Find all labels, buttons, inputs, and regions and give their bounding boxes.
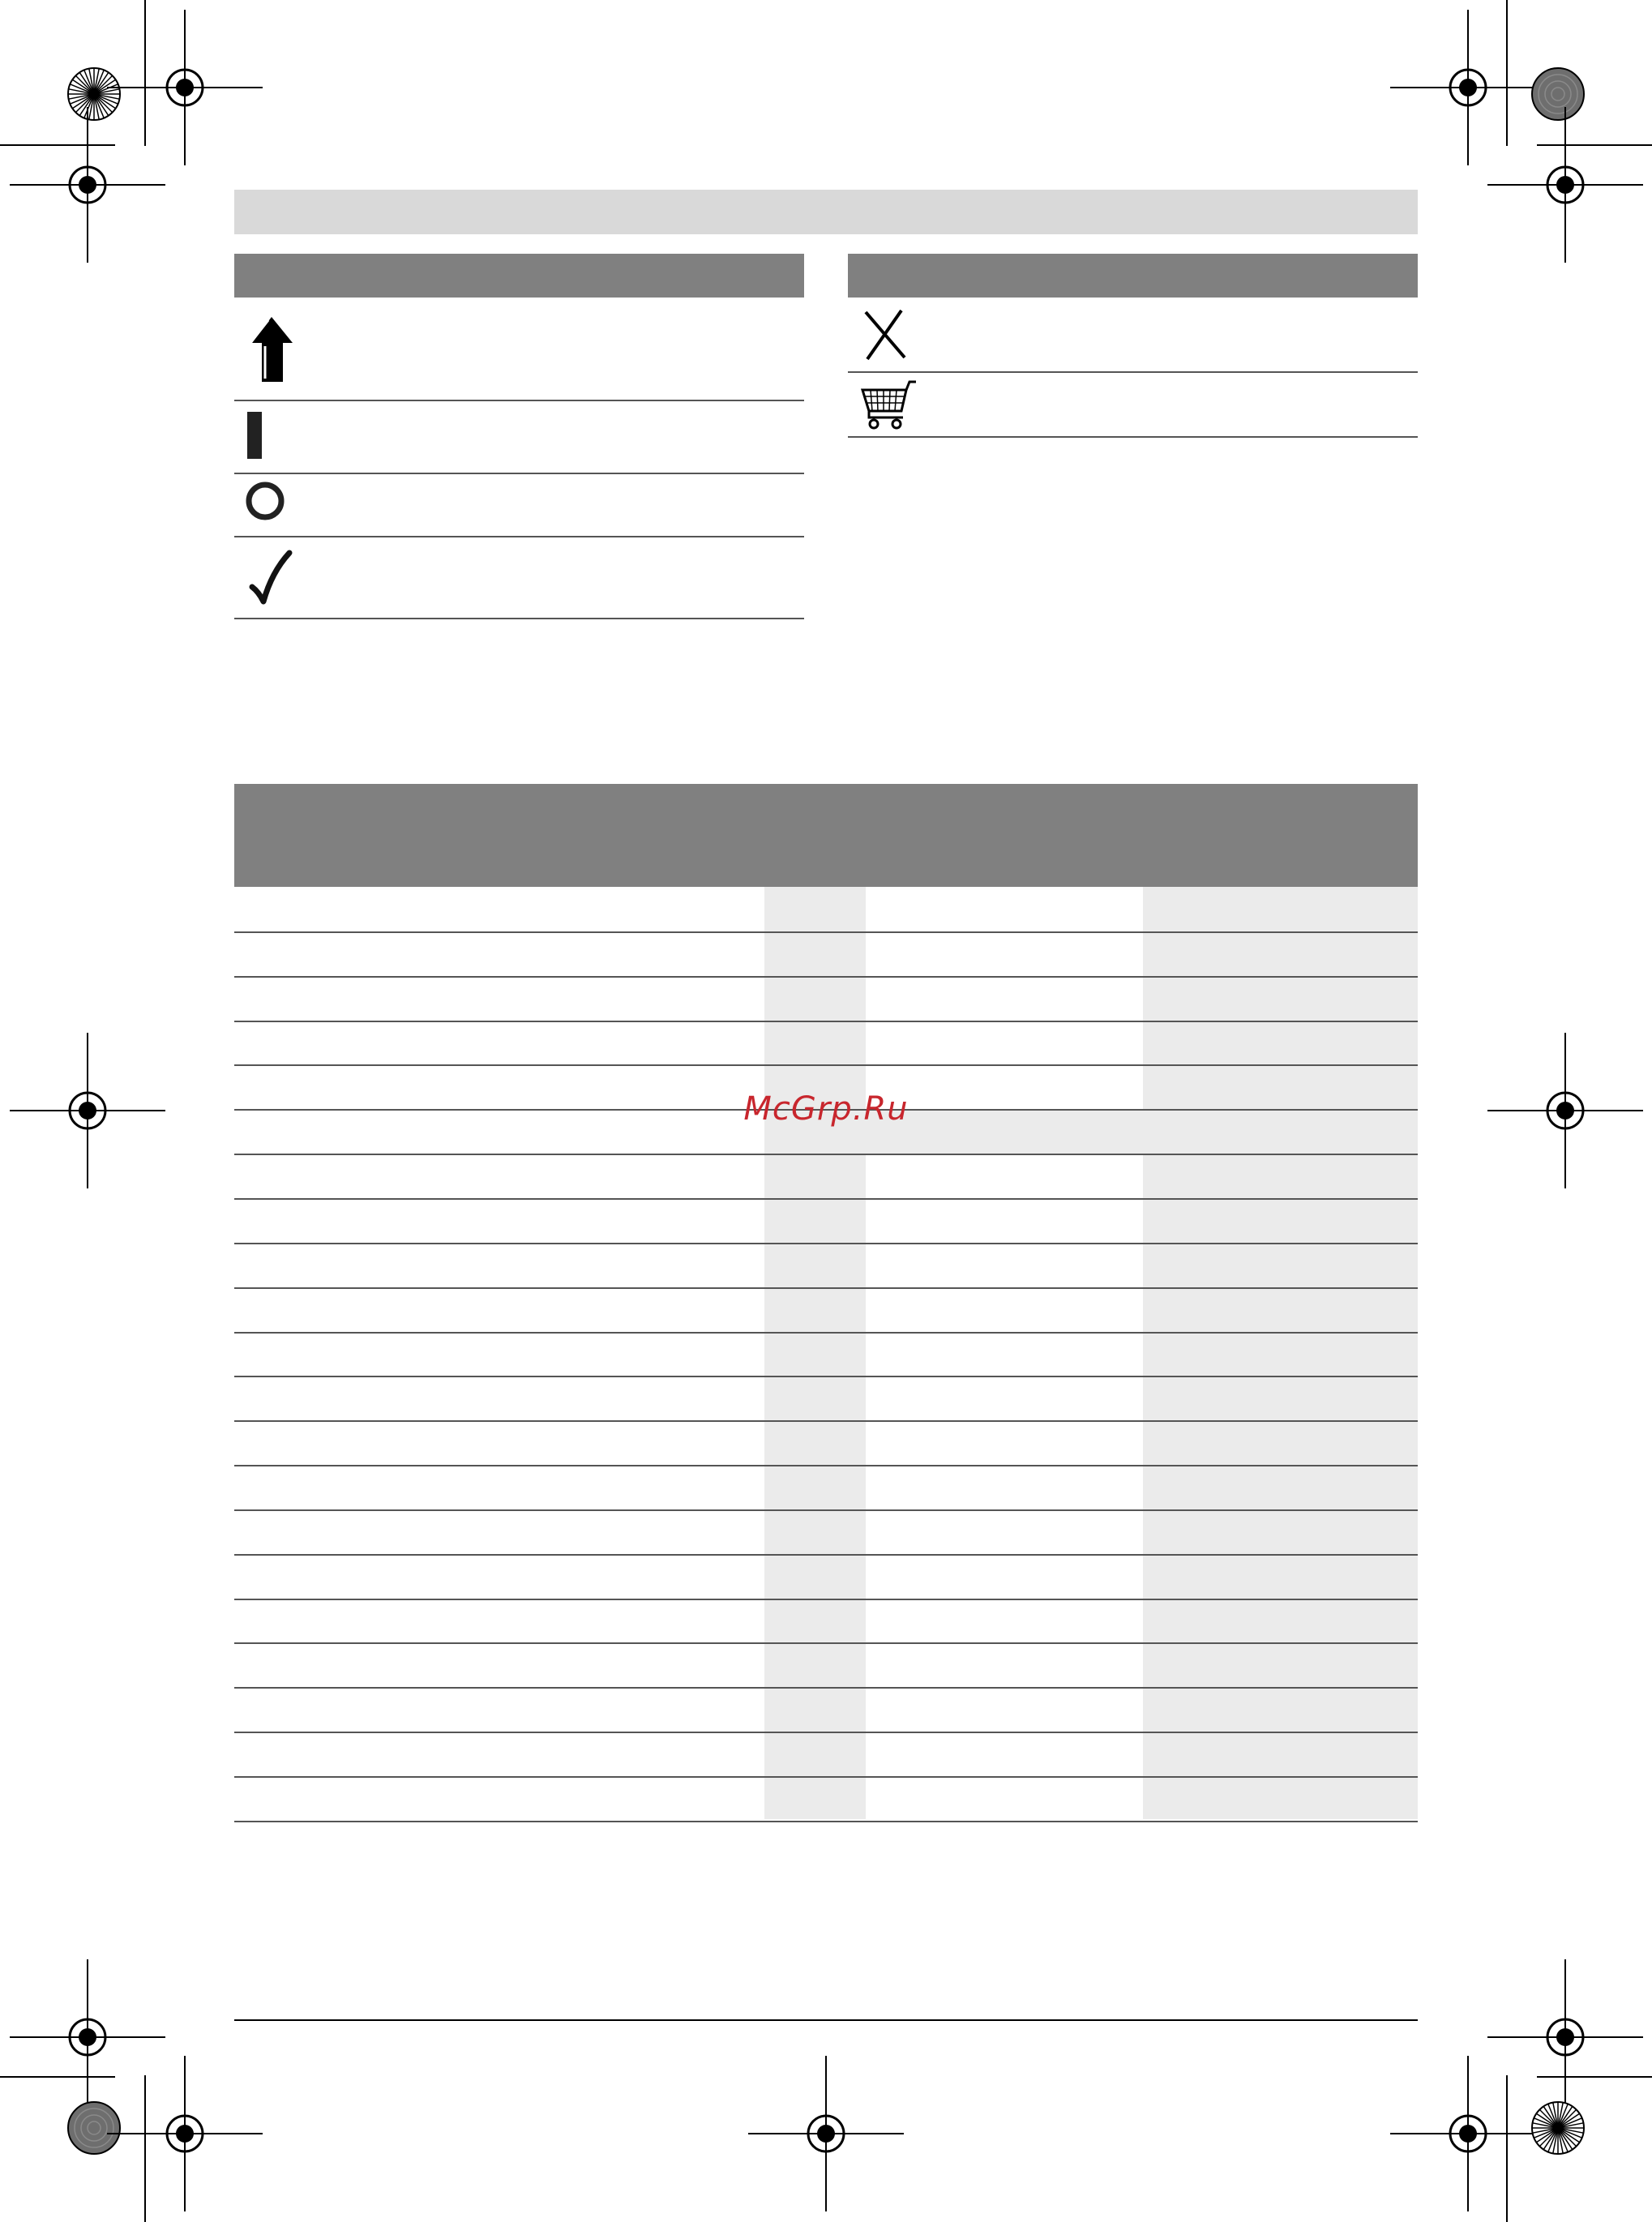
data-table xyxy=(234,887,1418,1821)
table-row xyxy=(234,1243,1418,1244)
table-row xyxy=(234,1509,1418,1511)
page-header-band xyxy=(234,190,1418,234)
table-row xyxy=(234,1376,1418,1377)
table-row xyxy=(234,1642,1418,1644)
on-switch-icon xyxy=(246,410,278,467)
symbols-left-table xyxy=(234,298,804,622)
data-table-rows xyxy=(234,887,1418,1821)
shopping-cart-icon xyxy=(859,380,924,437)
table-row xyxy=(234,1198,1418,1200)
cross-icon xyxy=(861,307,918,364)
table-row xyxy=(234,1776,1418,1778)
symbols-right-table xyxy=(848,298,1418,443)
symbols-right-header xyxy=(848,254,1418,298)
off-circle-icon xyxy=(246,482,294,530)
table-row xyxy=(234,1420,1418,1422)
table-row xyxy=(234,1154,1418,1155)
symbol-row xyxy=(848,298,1418,373)
symbol-row xyxy=(234,298,804,401)
footer-rule xyxy=(234,2019,1418,2021)
symbols-left-header xyxy=(234,254,804,298)
symbol-row xyxy=(234,473,804,537)
table-row xyxy=(234,1687,1418,1689)
table-row xyxy=(234,1732,1418,1733)
watermark: McGrp.Ru xyxy=(743,1090,909,1128)
table-row xyxy=(234,1599,1418,1600)
arrow-up-icon xyxy=(247,314,296,387)
table-row xyxy=(234,1821,1418,1822)
table-row xyxy=(234,1287,1418,1289)
table-row xyxy=(234,1465,1418,1466)
symbol-row xyxy=(848,372,1418,438)
symbol-row xyxy=(234,537,804,619)
table-row xyxy=(234,931,1418,933)
table-row xyxy=(234,1064,1418,1066)
table-row xyxy=(234,1554,1418,1556)
symbol-row xyxy=(234,400,804,474)
table-row xyxy=(234,1332,1418,1334)
data-table-header xyxy=(234,784,1418,887)
checkmark-icon xyxy=(247,548,304,613)
table-row xyxy=(234,976,1418,978)
table-row xyxy=(234,1021,1418,1022)
